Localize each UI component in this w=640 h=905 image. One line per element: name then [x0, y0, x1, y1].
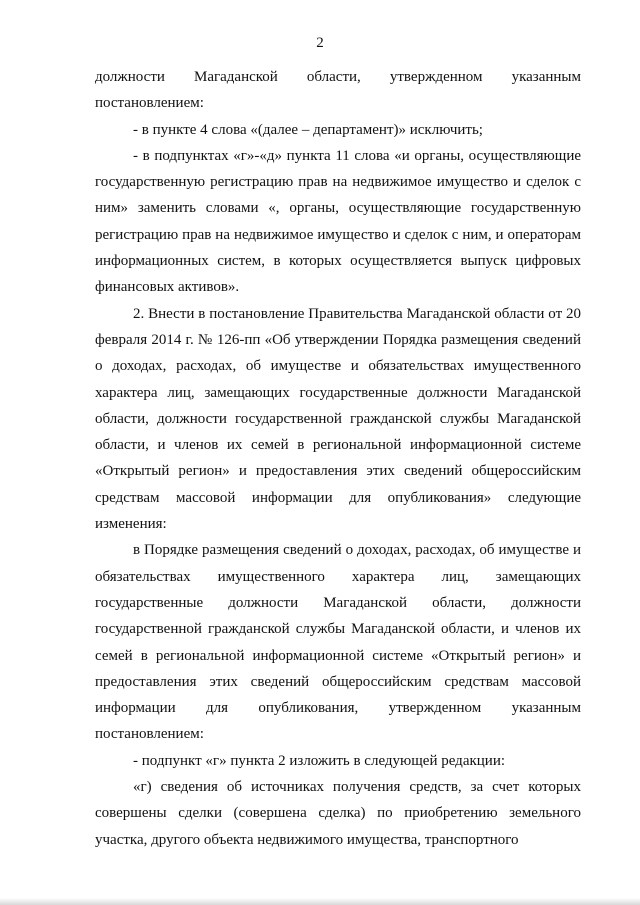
- paragraph-procedure: в Порядке размещения сведений о доходах, расходах, об имуществе и обязательствах имущественного характера лиц, замещающих государственные должности Магаданской области, должности государственной гражданской службы Магаданской области, и членов их семей в региональной информационной системе «Открытый регион» и предоставления этих сведений общероссийским средствам массовой информации для опубликования, утвержденном указанным постановлением:: [95, 542, 581, 743]
- paragraph-item-4: - в пункте 4 слова «(далее – департамент)» исключить;: [133, 121, 483, 138]
- page-bottom-edge: [0, 898, 640, 905]
- paragraph-continuation: должности Магаданской области, утвержденном указанным постановлением:: [95, 69, 581, 112]
- paragraph-item-11: - в подпунктах «г»-«д» пункта 11 слова «и органы, осуществляющие государственную регистрацию прав на недвижимое имущество и сделок с ним» заменить словами «, органы, осуществляющие государственную регистрацию прав на недвижимое имущество и сделок с ним, и операторам информационных систем, в которых осуществляется выпуск цифровых финансовых активов».: [95, 147, 581, 296]
- paragraph-section-2: 2. Внести в постановление Правительства Магаданской области от 20 февраля 2014 г. № 126-пп «Об утверждении Порядка размещения сведений о доходах, расходах, об имуществе и обязательствах имущественного характера лиц, замещающих государственные должности Магаданской области, должности государственной гражданской службы Магаданской области, и членов их семей в региональной информационной системе «Открытый регион» и предоставления этих сведений общероссийским средствам массовой информации для опубликования» следующие изменения:: [95, 305, 581, 533]
- page-number: 2: [316, 35, 324, 51]
- paragraph-quote-g: «г) сведения об источниках получения средств, за счет которых совершены сделки (совершена сделка) по приобретению земельного участка, другого объекта недвижимого имущества, транспортного: [95, 779, 581, 848]
- paragraph-subitem-g: - подпункт «г» пункта 2 изложить в следующей редакции:: [133, 752, 506, 769]
- document-body: [95, 64, 581, 853]
